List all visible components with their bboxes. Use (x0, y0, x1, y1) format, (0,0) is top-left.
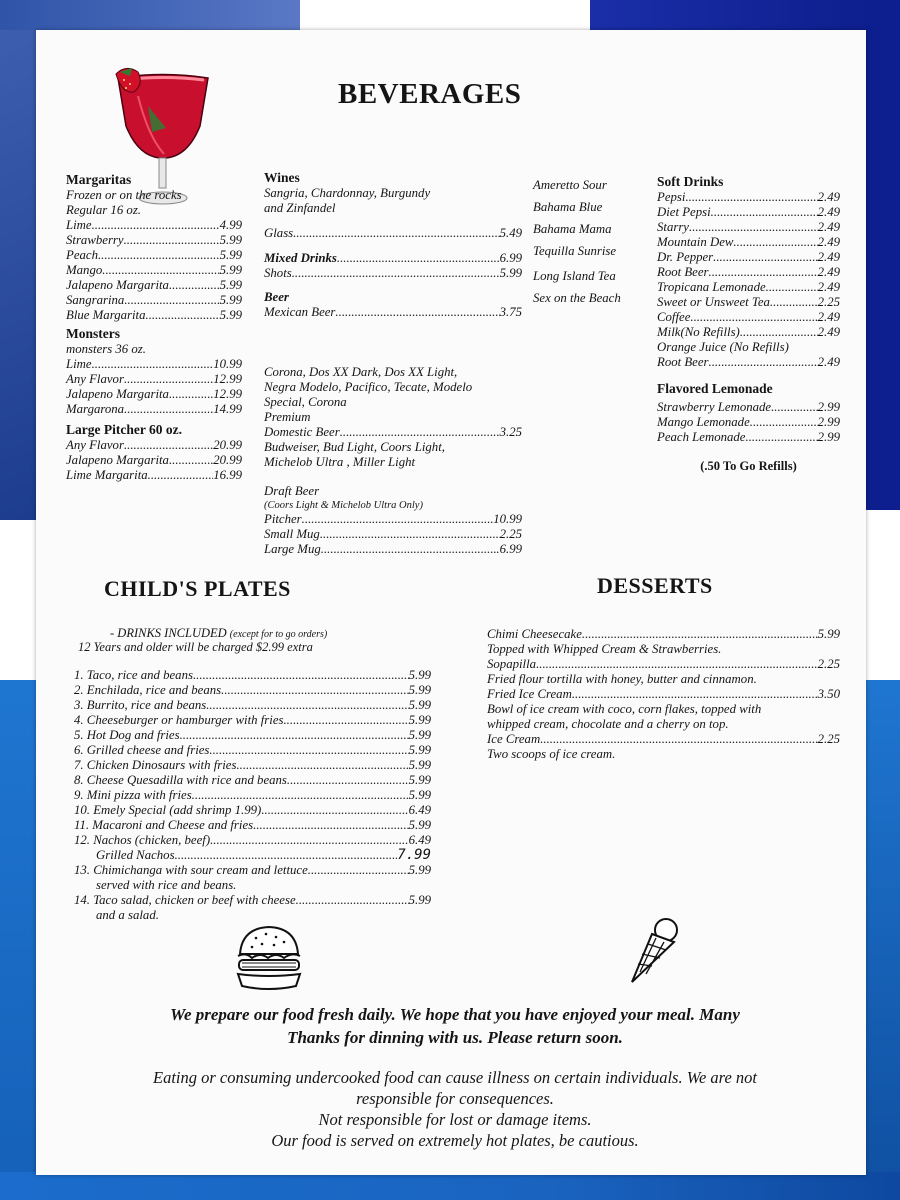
menu-item: Starry ..... 2.49 (657, 220, 840, 235)
menu-item: Small Mug ..... 2.25 (264, 527, 522, 542)
footer-line: Thanks for dinning with us. Please return soon. (287, 1028, 623, 1047)
flavored-lemonade-heading: Flavored Lemonade (657, 381, 773, 396)
cocktail-list (533, 174, 621, 309)
list-item: 5. Hot Dog and fries ..... 5.99 (74, 728, 431, 743)
menu-item: Mango Lemonade ..... 2.99 (657, 415, 840, 430)
menu-item: Pepsi ..... 2.49 (657, 190, 840, 205)
ice-cream-cone-icon (626, 916, 682, 986)
cocktail-item: Ameretto Sour (533, 178, 607, 192)
pitcher-heading: Large Pitcher 60 oz. (66, 422, 182, 437)
monsters-heading: Monsters (66, 326, 120, 341)
monsters-sub: monsters 36 oz. (66, 342, 146, 356)
list-item: 2. Enchilada, rice and beans ..... 5.99 (74, 683, 431, 698)
menu-item: Jalapeno Margarita ..... 20.99 (66, 453, 242, 468)
age-note: 12 Years and older will be charged $2.99 extra (78, 640, 313, 654)
margaritas-section (66, 172, 242, 483)
menu-item: Milk(No Refills) ..... 2.49 (657, 325, 840, 340)
menu-item: Coffee ..... 2.49 (657, 310, 840, 325)
footer-disclaimer (60, 1067, 850, 1151)
blue-border-top-right (590, 0, 900, 30)
hamburger-icon (234, 922, 304, 997)
menu-item: Diet Pepsi ..... 2.49 (657, 205, 840, 220)
drinks-included-note: - DRINKS INCLUDED (except for to go orders) (110, 626, 328, 640)
wines-beer-section (264, 170, 522, 557)
menu-item: Large Mug ..... .6.99 (264, 542, 522, 557)
menu-item: Sweet or Unsweet Tea ..... 2.25 (657, 295, 840, 310)
menu-item: Any Flavor ..... 20.99 (66, 438, 242, 453)
list-item: Sopapilla ..... 2.25 (487, 657, 840, 672)
draft-beer-note: (Coors Light & Michelob Ultra Only) (264, 500, 423, 511)
list-item: 12. Nachos (chicken, beef) ..... 6.49 (74, 833, 431, 848)
dessert-desc: Topped with Whipped Cream & Strawberries. (487, 642, 722, 656)
soft-drinks-heading: Soft Drinks (657, 174, 724, 189)
menu-item: Mixed Drinks ..... 6.99 (264, 251, 522, 266)
beer-list-line: Negra Modelo, Pacifico, Tecate, Modelo (264, 380, 473, 394)
list-item: Ice Cream ..... 2.25 (487, 732, 840, 747)
menu-item: Root Beer ..... 2.49 (657, 265, 840, 280)
beer-list-line: Special, Corona (264, 395, 347, 409)
beverages-title: BEVERAGES (338, 78, 522, 110)
menu-item: Mango ..... 5.99 (66, 263, 242, 278)
margaritas-sub2: Regular 16 oz. (66, 203, 142, 217)
orange-juice-line: Orange Juice (No Refills) (657, 340, 789, 354)
item-sub-line: and a salad. (96, 908, 159, 922)
draft-beer-heading: Draft Beer (264, 484, 320, 498)
margaritas-heading: Margaritas (66, 172, 132, 187)
blue-border-right-top (864, 0, 900, 510)
list-item: 9. Mini pizza with fries ..... 5.99 (74, 788, 431, 803)
margaritas-sub1: Frozen or on the rocks (66, 188, 182, 202)
menu-item: Glass ..... 5.49 (264, 226, 522, 241)
blue-border-top-left (0, 0, 300, 30)
menu-item: Peach ..... 5.99 (66, 248, 242, 263)
menu-item: Lime ..... 10.99 (66, 357, 242, 372)
dessert-desc: Bowl of ice cream with coco, corn flakes, topped with (487, 702, 762, 716)
beer-list-line: Corona, Dos XX Dark, Dos XX Light, (264, 365, 458, 379)
list-item: 1. Taco, rice and beans ..... 5.99 (74, 668, 431, 683)
beer-list-line: Michelob Ultra , Miller Light (264, 455, 416, 469)
menu-item: Domestic Beer ..... 3.25 (264, 425, 522, 440)
list-item: Fried Ice Cream ..... 3.50 (487, 687, 840, 702)
blue-border-left-top (0, 0, 36, 520)
blue-border-bottom (0, 1172, 900, 1200)
menu-item: Peach Lemonade ..... 2.99 (657, 430, 840, 445)
list-item: 8. Cheese Quesadilla with rice and beans ..... 5.99 (74, 773, 431, 788)
cocktail-item: Sex on the Beach (533, 291, 621, 305)
menu-item: Strawberry ..... 5.99 (66, 233, 242, 248)
menu-item: Blue Margarita ..... 5.99 (66, 308, 242, 323)
list-item: Chimi Cheesecake ..... 5.99 (487, 627, 840, 642)
desserts-title: DESSERTS (597, 573, 713, 598)
dessert-desc: Fried flour tortilla with honey, butter and cinnamon. (487, 672, 757, 686)
childs-plates-title: CHILD'S PLATES (104, 576, 291, 601)
dessert-desc: whipped cream, chocolate and a cherry on top. (487, 717, 729, 731)
list-item: 11. Macaroni and Cheese and fries ..... 5.99 (74, 818, 431, 833)
list-item: 13. Chimichanga with sour cream and lettuce ..... 5.99 (74, 863, 431, 878)
soft-drinks-section (657, 174, 840, 474)
item-sub-line: served with rice and beans. (96, 878, 237, 892)
cocktail-item: Bahama Mama (533, 222, 612, 236)
menu-item: Tropicana Lemonade ..... 2.49 (657, 280, 840, 295)
beer-list-line: Premium (264, 410, 311, 424)
menu-item: Sangrarina ..... 5.99 (66, 293, 242, 308)
wines-heading: Wines (264, 170, 300, 185)
menu-item: Pitcher ..... 10.99 (264, 512, 522, 527)
dessert-desc: Two scoops of ice cream. (487, 747, 616, 761)
disclaimer-line: Not responsible for lost or damage items. (318, 1110, 592, 1129)
menu-item: Mountain Dew ..... 2.49 (657, 235, 840, 250)
beer-heading: Beer (264, 290, 289, 304)
disclaimer-line: responsible for consequences. (356, 1089, 554, 1108)
cocktail-item: Bahama Blue (533, 200, 603, 214)
wines-desc: Sangria, Chardonnay, Burgundy (264, 186, 431, 200)
refill-note: (.50 To Go Refills) (700, 459, 797, 473)
menu-item: Jalapeno Margarita ..... 12.99 (66, 387, 242, 402)
desserts-list (487, 627, 840, 762)
menu-item: Dr. Pepper ..... 2.49 (657, 250, 840, 265)
list-item: 4. Cheeseburger or hamburger with fries ..... 5.99 (74, 713, 431, 728)
menu-item: Root Beer ..... 2.49 (657, 355, 840, 370)
footer-line: We prepare our food fresh daily. We hope that you have enjoyed your meal. Many (170, 1005, 740, 1024)
menu-item: Any Flavor ..... 12.99 (66, 372, 242, 387)
menu-item: Strawberry Lemonade ..... 2.99 (657, 400, 840, 415)
disclaimer-line: Eating or consuming undercooked food can cause illness on certain individuals. We are not (153, 1068, 757, 1087)
cocktail-item: Long Island Tea (533, 269, 616, 283)
menu-item: Shots ..... 5.99 (264, 266, 522, 281)
menu-item: Mexican Beer ..... 3.75 (264, 305, 522, 320)
list-item: 3. Burrito, rice and beans ..... 5.99 (74, 698, 431, 713)
menu-item: Margarona ..... 14.99 (66, 402, 242, 417)
beer-list-line: Budweiser, Bud Light, Coors Light, (264, 440, 445, 454)
childs-plates-list (74, 668, 431, 923)
wines-desc: and Zinfandel (264, 201, 336, 215)
menu-item: Lime Margarita ..... 16.99 (66, 468, 242, 483)
list-item: 7. Chicken Dinosaurs with fries ..... 5.99 (74, 758, 431, 773)
list-item: 10. Emely Special (add shrimp 1.99) ..... 6.49 (74, 803, 431, 818)
menu-item: Lime ..... 4.99 (66, 218, 242, 233)
list-item: Grilled Nachos ..... 7.99 (74, 848, 431, 863)
cocktail-item: Tequilla Sunrise (533, 244, 617, 258)
list-item: 6. Grilled cheese and fries ..... 5.99 (74, 743, 431, 758)
list-item: 14. Taco salad, chicken or beef with cheese ..... 5.99 (74, 893, 431, 908)
disclaimer-line: Our food is served on extremely hot plates, be cautious. (271, 1131, 639, 1150)
footer-thanks (60, 1003, 850, 1049)
menu-item: Jalapeno Margarita ..... 5.99 (66, 278, 242, 293)
